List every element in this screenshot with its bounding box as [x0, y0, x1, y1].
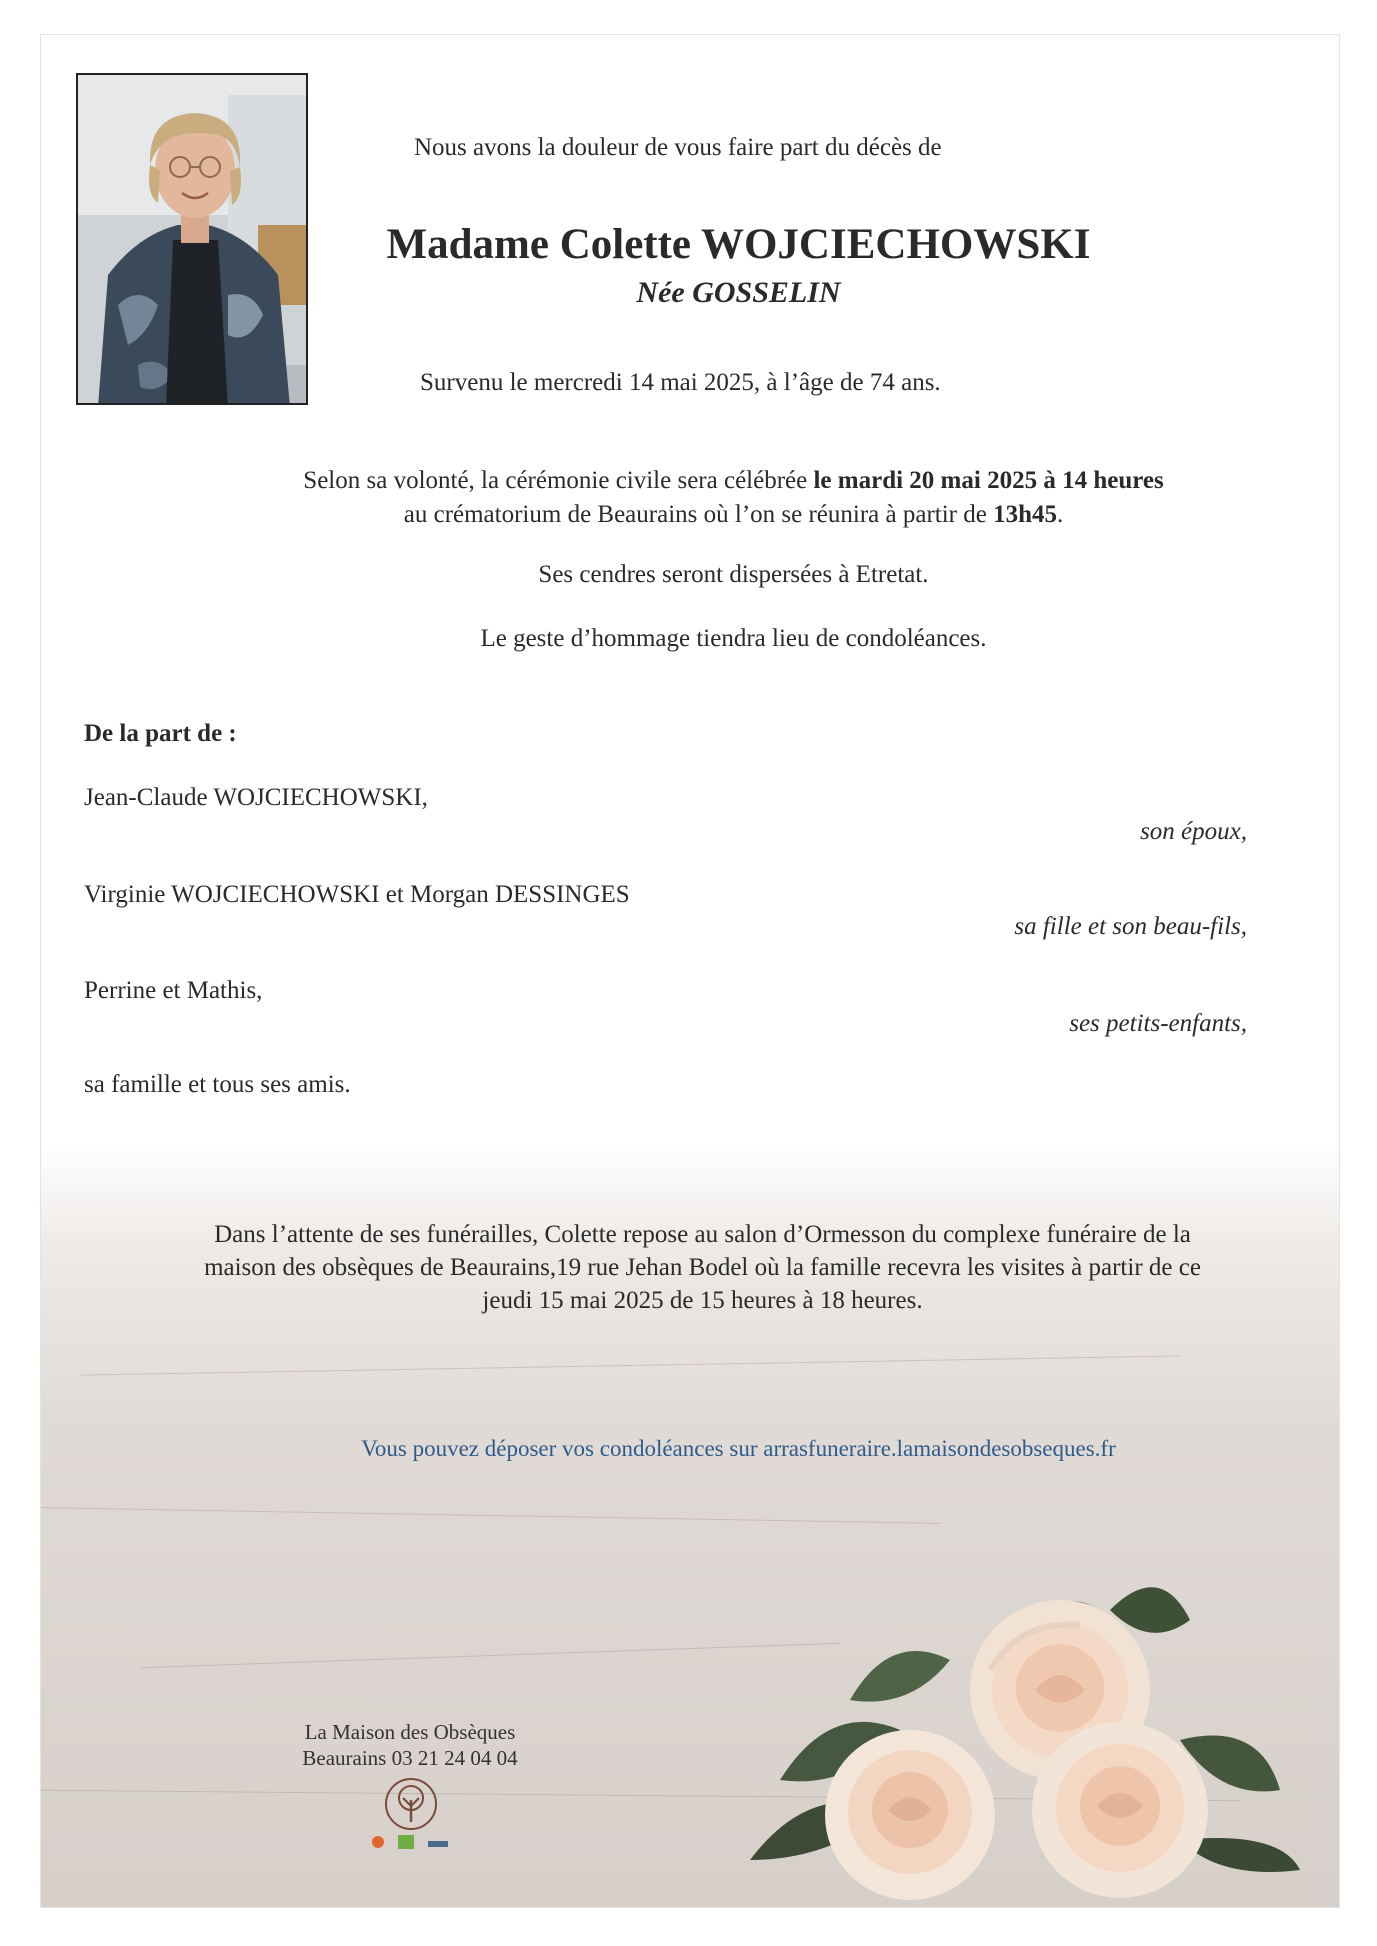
ashes-text: Ses cendres seront dispersées à Etretat.	[538, 561, 929, 588]
gathering-time: 13h45	[993, 501, 1057, 528]
from-title: De la part de :	[84, 720, 237, 747]
tribute-text: Le geste d’hommage tiendra lieu de condoléances.	[480, 625, 987, 652]
ceremony-period: .	[1057, 501, 1064, 528]
roses-illustration	[720, 1540, 1320, 1900]
intro-text: Nous avons la douleur de vous faire part du décès de	[414, 134, 942, 161]
visitation-info	[0, 1218, 1377, 1317]
family-member-relation: son époux,	[1140, 818, 1247, 845]
ceremony-text: Selon sa volonté, la cérémonie civile sera célébrée	[303, 467, 814, 494]
wood-texture-line	[41, 1507, 941, 1524]
funeral-home-info	[290, 1719, 530, 1771]
family-member-name: Jean-Claude WOJCIECHOWSKI,	[84, 784, 428, 811]
condolences-link[interactable]: Vous pouvez déposer vos condoléances sur arrasfuneraire.lamaisondesobseques.fr	[361, 1436, 1116, 1461]
family-member-name: sa famille et tous ses amis.	[84, 1071, 351, 1098]
wood-texture-line	[81, 1355, 1181, 1375]
ceremony-line-2	[90, 498, 1377, 532]
family-member-relation: ses petits-enfants,	[1069, 1010, 1247, 1037]
visitation-line-2: maison des obsèques de Beaurains,19 rue Jehan Bodel où la famille recevra les visites à partir de ce	[204, 1254, 1201, 1281]
family-member-relation: sa fille et son beau-fils,	[1014, 913, 1247, 940]
death-date: Survenu le mercredi 14 mai 2025, à l’âge de 74 ans.	[420, 369, 941, 396]
ceremony-place: au crématorium de Beaurains où l’on se réunira à partir de	[403, 501, 994, 528]
funeral-home-phone: Beaurains 03 21 24 04 04	[302, 1746, 518, 1770]
visitation-line-1: Dans l’attente de ses funérailles, Colette repose au salon d’Ormesson du complexe funéraire de la	[214, 1221, 1191, 1248]
deceased-name: Madame Colette WOJCIECHOWSKI	[386, 221, 1091, 268]
visitation-line-3: jeudi 15 mai 2025 de 15 heures à 18 heures.	[482, 1287, 923, 1314]
tree-logo-icon	[383, 1776, 439, 1832]
family-member-name: Perrine et Mathis,	[84, 977, 263, 1004]
maiden-name: Née GOSSELIN	[636, 276, 841, 309]
partner-logos-icon	[370, 1833, 460, 1855]
family-member-name: Virginie WOJCIECHOWSKI et Morgan DESSINGES	[84, 881, 630, 908]
ceremony-details	[0, 464, 1377, 532]
ceremony-line-1	[90, 464, 1377, 498]
ceremony-date: le mardi 20 mai 2025 à 14 heures	[813, 467, 1164, 494]
funeral-home-name: La Maison des Obsèques	[304, 1720, 516, 1744]
